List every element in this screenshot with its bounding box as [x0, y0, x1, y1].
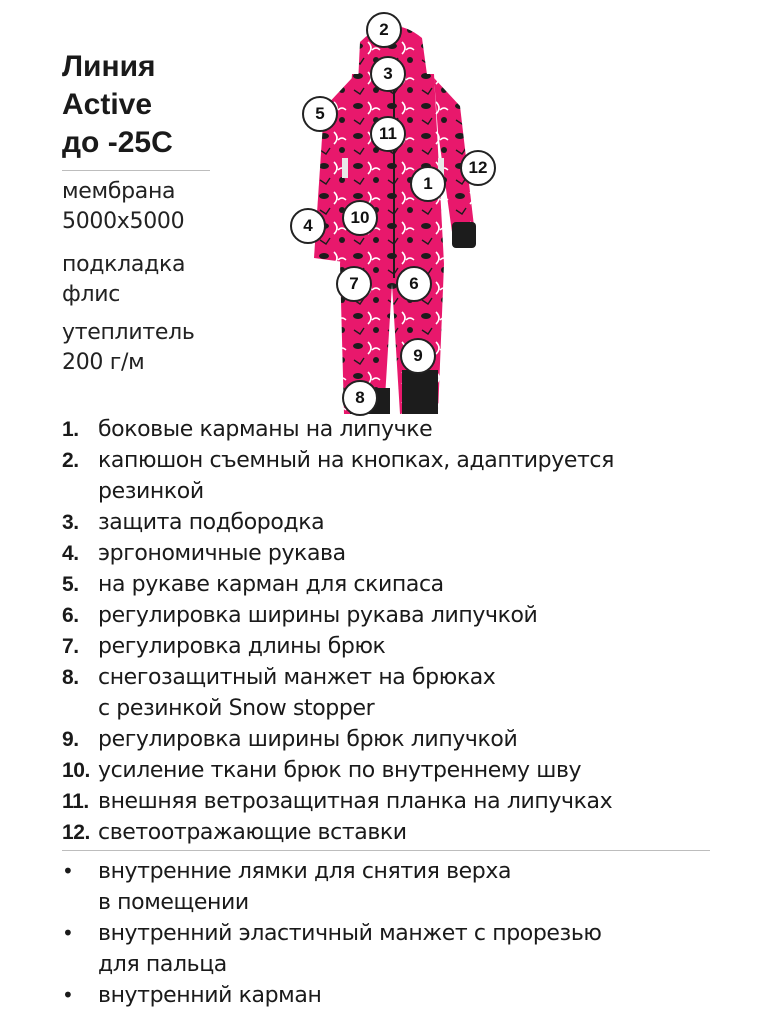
- product-line-title: [62, 48, 242, 162]
- feature-number: 5.: [62, 573, 79, 596]
- feature-number: 4.: [62, 542, 79, 565]
- feature-text: снегозащитный манжет на брюках: [98, 665, 496, 690]
- bullet-mark: •: [62, 859, 74, 883]
- feature-item: [62, 786, 722, 817]
- feature-text: на рукаве карман для скипаса: [98, 572, 444, 597]
- callout-12: 12: [460, 150, 496, 186]
- bullet-text: для пальца: [98, 952, 227, 977]
- feature-text: регулировка ширины брюк липучкой: [98, 727, 518, 752]
- feature-item: [62, 414, 722, 445]
- title-line-3: до -25С: [62, 126, 173, 159]
- feature-item: [62, 538, 722, 569]
- section-divider: [62, 850, 710, 851]
- feature-text: боковые карманы на липучке: [98, 417, 433, 442]
- feature-text: резинкой: [98, 479, 204, 504]
- spec-value: 5000х5000: [62, 209, 185, 234]
- bullet-list: [62, 856, 722, 1011]
- bullet-mark: •: [62, 921, 74, 945]
- feature-number: 3.: [62, 511, 79, 534]
- bullet-text: внутренние лямки для снятия верха: [98, 859, 512, 884]
- callout-3: 3: [370, 56, 406, 92]
- spec-label: мембрана: [62, 179, 176, 204]
- callout-4: 4: [290, 208, 326, 244]
- bullet-item: [62, 918, 722, 980]
- feature-text: с резинкой Snow stopper: [98, 696, 375, 721]
- callout-8: 8: [342, 380, 378, 416]
- feature-text: светоотражающие вставки: [98, 820, 407, 845]
- feature-text: регулировка длины брюк: [98, 634, 386, 659]
- feature-item: [62, 507, 722, 538]
- feature-number: 12.: [62, 821, 90, 844]
- title-line-1: Линия: [62, 50, 156, 83]
- feature-item: [62, 755, 722, 786]
- title-line-2: Active: [62, 88, 153, 121]
- feature-text: эргономичные рукава: [98, 541, 346, 566]
- feature-number: 10.: [62, 759, 90, 782]
- feature-item: [62, 662, 722, 724]
- feature-number: 1.: [62, 418, 79, 441]
- callout-5: 5: [302, 96, 338, 132]
- callout-11: 11: [370, 116, 406, 152]
- bullet-text: внутренний карман: [98, 983, 322, 1008]
- callout-2: 2: [366, 12, 402, 48]
- feature-number: 9.: [62, 728, 79, 751]
- callout-9: 9: [400, 338, 436, 374]
- feature-text: усиление ткани брюк по внутреннему шву: [98, 758, 582, 783]
- spec-membrane: [62, 177, 232, 237]
- spec-insulation: [62, 318, 232, 378]
- bullet-item: [62, 980, 722, 1011]
- callout-6: 6: [396, 266, 432, 302]
- feature-item: [62, 724, 722, 755]
- bullet-text: в помещении: [98, 890, 249, 915]
- bullet-item: [62, 856, 722, 918]
- spec-label: подкладка: [62, 252, 186, 277]
- snowsuit-figure: [282, 8, 502, 418]
- spec-label: утеплитель: [62, 320, 195, 345]
- spec-value: 200 г/м: [62, 350, 145, 375]
- callout-10: 10: [342, 200, 378, 236]
- spec-value: флис: [62, 282, 121, 307]
- title-divider: [62, 170, 210, 171]
- callout-1: 1: [410, 166, 446, 202]
- callout-7: 7: [336, 266, 372, 302]
- feature-number: 11.: [62, 790, 89, 813]
- feature-number: 6.: [62, 604, 79, 627]
- feature-item: [62, 631, 722, 662]
- feature-item: [62, 569, 722, 600]
- feature-number: 2.: [62, 449, 79, 472]
- bullet-mark: •: [62, 983, 74, 1007]
- feature-number: 8.: [62, 666, 79, 689]
- feature-text: внешняя ветрозащитная планка на липучках: [98, 789, 613, 814]
- bullet-text: внутренний эластичный манжет с прорезью: [98, 921, 602, 946]
- feature-text: защита подбородка: [98, 510, 325, 535]
- feature-text: капюшон съемный на кнопках, адаптируется: [98, 448, 614, 473]
- feature-item: [62, 600, 722, 631]
- spec-lining: [62, 250, 232, 310]
- feature-number: 7.: [62, 635, 79, 658]
- feature-item: [62, 445, 722, 507]
- feature-text: регулировка ширины рукава липучкой: [98, 603, 538, 628]
- feature-list: [62, 414, 722, 848]
- feature-item: [62, 817, 722, 848]
